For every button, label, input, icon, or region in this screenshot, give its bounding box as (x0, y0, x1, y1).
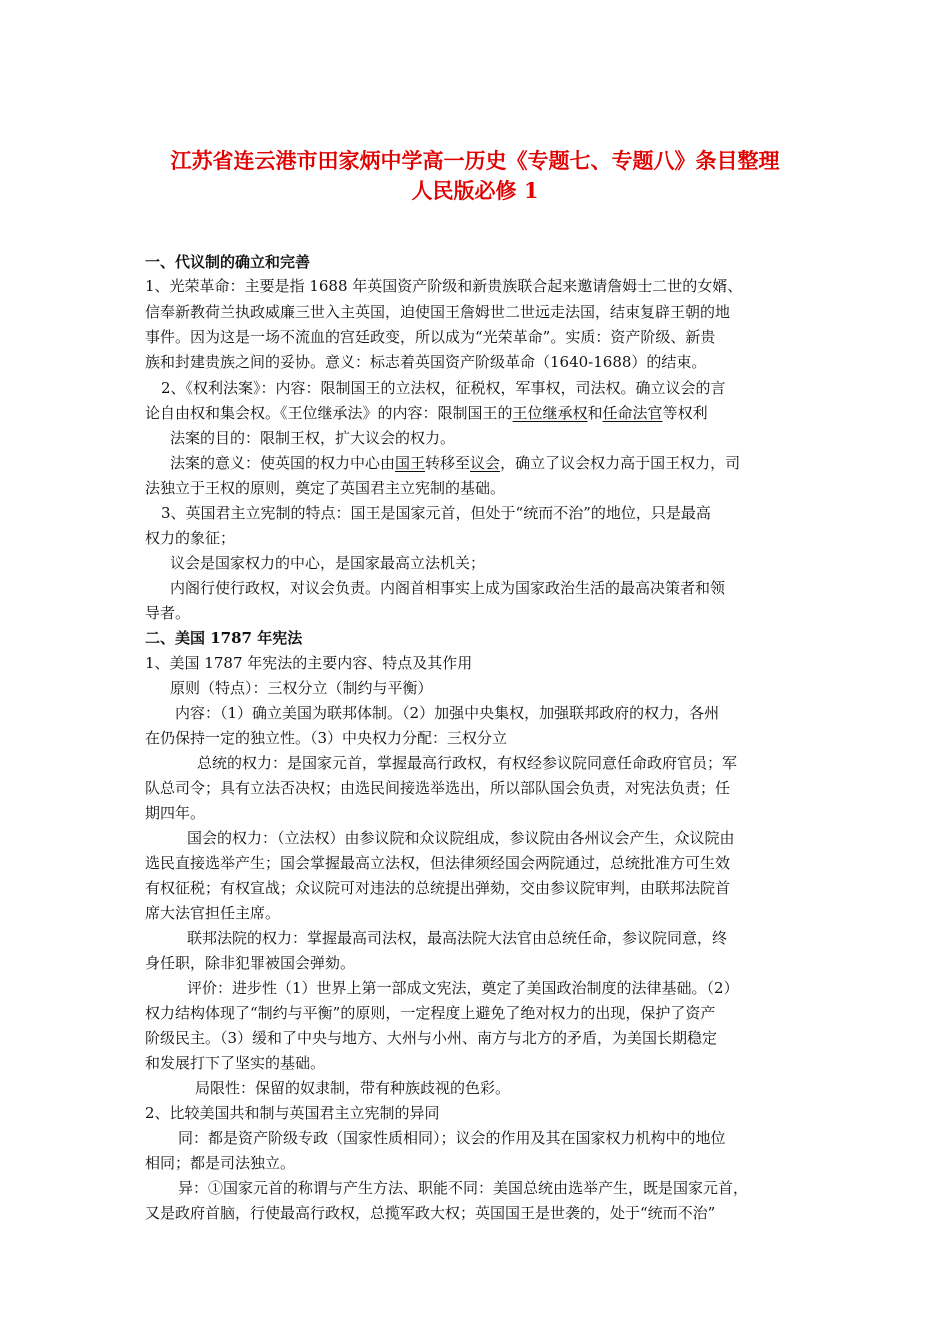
paragraph-line: 在仍保持一定的独立性。（3）中央权力分配：三权分立 (145, 729, 508, 747)
paragraph-line: 信奉新教荷兰执政威廉三世入主英国，迫使国王詹姆世二世远走法国，结束复辟王朝的地 (145, 303, 731, 321)
section-heading-2: 二、美国 1787 年宪法 (145, 629, 303, 647)
paragraph-line: 内容：（1）确立美国为联邦体制。（2）加强中央集权，加强联邦政府的权力，各州 (175, 704, 720, 722)
paragraph-line: 相同；都是司法独立。 (145, 1154, 296, 1172)
underlined-term: 议会 (470, 454, 501, 472)
paragraph-line: 和发展打下了坚实的基础。 (145, 1054, 326, 1072)
document-title: 江苏省连云港市田家炳中学高一历史《专题七、专题八》条目整理 (170, 148, 780, 173)
paragraph-line: 族和封建贵族之间的妥协。意义：标志着英国资产阶级革命（1640-1688）的结束。 (145, 353, 707, 371)
paragraph-line: 权力结构体现了“制约与平衡”的原则，一定程度上避免了绝对权力的出现，保护了资产 (145, 1004, 716, 1022)
paragraph-line: 同：都是资产阶级专政（国家性质相同）；议会的作用及其在国家权力机构中的地位 (178, 1129, 726, 1147)
underlined-term: 任命法官 (602, 404, 663, 422)
paragraph-line: 总统的权力：是国家元首，掌握最高行政权，有权经参议院同意任命政府官员；军 (197, 754, 738, 772)
paragraph-line: 原则（特点）：三权分立（制约与平衡） (170, 679, 433, 697)
paragraph-line: 评价：进步性（1）世界上第一部成文宪法，奠定了美国政治制度的法律基础。（2） (187, 979, 739, 997)
paragraph-line: 1、光荣革命：主要是指 1688 年英国资产阶级和新贵族联合起来邀请詹姆士二世的女婿、 (145, 277, 743, 295)
paragraph-line: 事件。因为这是一场不流血的宫廷政变，所以成为“光荣革命”。实质：资产阶级、新贵 (145, 328, 716, 346)
paragraph-line: 2、《权利法案》：内容：限制国王的立法权，征税权，军事权，司法权。确立议会的言 (161, 379, 726, 397)
paragraph-line: 期四年。 (145, 804, 206, 822)
paragraph-line: 席大法官担任主席。 (145, 904, 281, 922)
paragraph-line: 法案的目的：限制王权，扩大议会的权力。 (170, 429, 456, 447)
text-run: 法案的意义：使英国的权力中心由 (170, 454, 396, 472)
paragraph-line: 联邦法院的权力：掌握最高司法权，最高法院大法官由总统任命，参议院同意，终 (187, 929, 728, 947)
paragraph-line: 有权征税；有权宣战；众议院可对违法的总统提出弹劾，交由参议院审判，由联邦法院首 (145, 879, 731, 897)
paragraph-line (145, 403, 708, 423)
text-run: 和 (587, 404, 603, 422)
text-run: 论自由权和集会权。《王位继承法》的内容：限制国王的 (145, 404, 513, 422)
paragraph-line: 局限性：保留的奴隶制，带有种族歧视的色彩。 (195, 1079, 511, 1097)
paragraph-line: 导者。 (145, 604, 191, 622)
paragraph-line: 权力的象征； (145, 529, 236, 547)
paragraph-line: 3、英国君主立宪制的特点：国王是国家元首，但处于“统而不治”的地位，只是最高 (161, 504, 711, 522)
paragraph-line: 2、比较美国共和制与英国君主立宪制的异同 (145, 1104, 440, 1122)
paragraph-line: 国会的权力：（立法权）由参议院和众议院组成，参议院由各州议会产生，众议院由 (187, 829, 735, 847)
section-heading-1: 一、代议制的确立和完善 (145, 253, 311, 271)
paragraph-line: 队总司令；具有立法否决权；由选民间接选举选出，所以部队国会负责，对宪法负责；任 (145, 779, 731, 797)
paragraph-line: 身任职，除非犯罪被国会弹劾。 (145, 954, 356, 972)
paragraph-line: 1、美国 1787 年宪法的主要内容、特点及其作用 (145, 654, 473, 672)
underlined-term: 王位继承权 (512, 404, 588, 422)
underlined-term: 国王 (395, 454, 426, 472)
text-run: ，确立了议会权力高于国王权力，司 (500, 454, 741, 472)
document-subtitle: 人民版必修 1 (411, 178, 539, 203)
paragraph-line (170, 453, 740, 473)
paragraph-line: 法独立于王权的原则，奠定了英国君主立宪制的基础。 (145, 479, 506, 497)
paragraph-line: 议会是国家权力的中心，是国家最高立法机关； (170, 554, 486, 572)
text-run: 转移至 (425, 454, 471, 472)
paragraph-line: 阶级民主。（3）缓和了中央与地方、大州与小州、南方与北方的矛盾，为美国长期稳定 (145, 1029, 718, 1047)
paragraph-line: 异：①国家元首的称谓与产生方法、职能不同：美国总统由选举产生，既是国家元首， (178, 1179, 749, 1197)
paragraph-line: 又是政府首脑，行使最高行政权，总揽军政大权；英国国王是世袭的，处于“统而不治” (145, 1204, 716, 1222)
paragraph-line: 选民直接选举产生；国会掌握最高立法权，但法律须经国会两院通过，总统批准方可生效 (145, 854, 731, 872)
text-run: 等权利 (662, 404, 708, 422)
paragraph-line: 内阁行使行政权，对议会负责。内阁首相事实上成为国家政治生活的最高决策者和领 (170, 579, 726, 597)
